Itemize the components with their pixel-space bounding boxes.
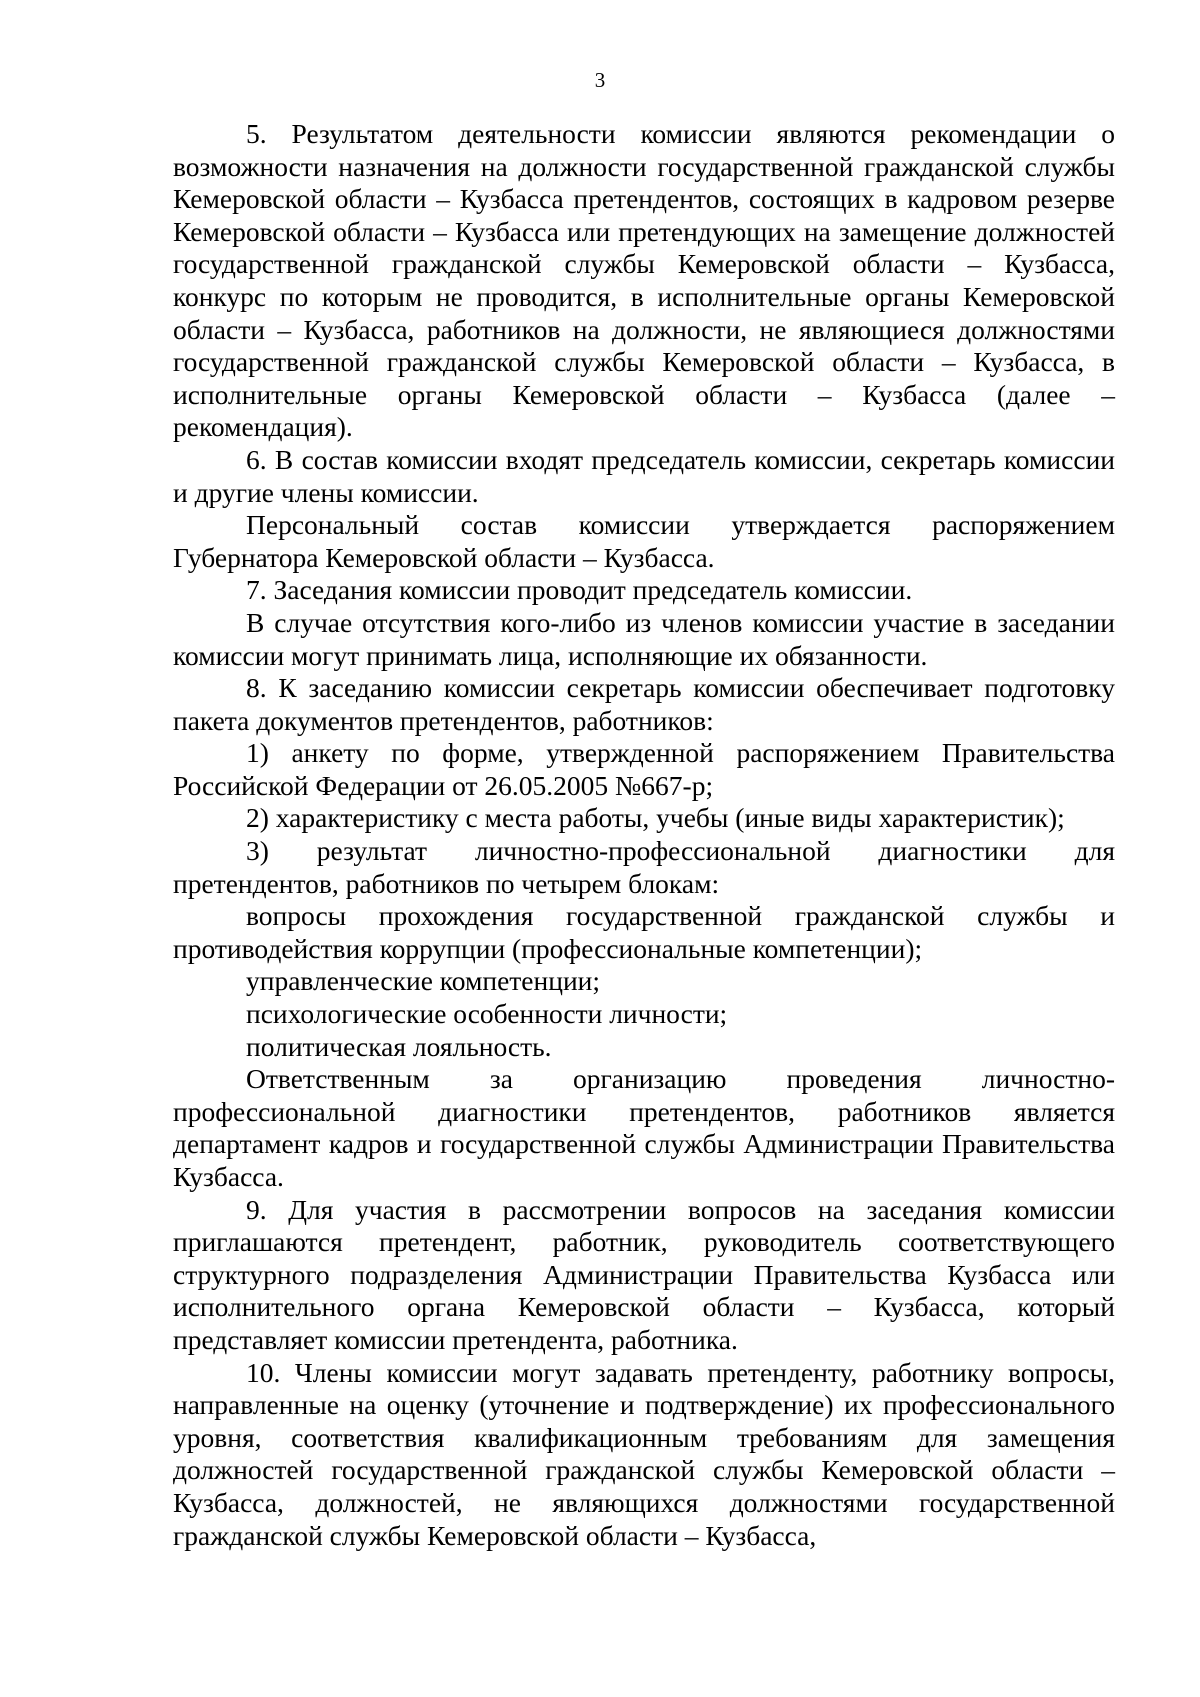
paragraph-responsible: Ответственным за организацию проведения личностно-профессиональной диагностики претендентов, работников является департамент кадров и государственной службы Администрации Правительства Кузбасса. (173, 1063, 1115, 1192)
paragraph-absence: В случае отсутствия кого-либо из членов комиссии участие в заседании комиссии могут принимать лица, исполняющие их обязанности. (173, 606, 1115, 671)
paragraph-5: 5. Результатом деятельности комиссии являются рекомендации о возможности назначения на должности государственной гражданской службы Кемеровской области – Кузбасса претендентов, состоящих в кадровом резерве Кемеровской области – Кузбасса или претендующих на замещение должностей государственной гражданской службы Кемеровской области – Кузбасса, конкурс по которым не проводится, в исполнительные органы Кемеровской области – Кузбасса, работников на должности, не являющиеся должностями государственной гражданской службы Кемеровской области – Кузбасса, в исполнительные органы Кемеровской области – Кузбасса (далее – рекомендация). (173, 118, 1115, 443)
paragraph-10: 10. Члены комиссии могут задавать претенденту, работнику вопросы, направленные на оценку (уточнение и подтверждение) их профессионального уровня, соответствия квалификационным требованиям для замещения должностей государственной гражданской службы Кемеровской области – Кузбасса, должностей, не являющихся должностями государственной гражданской службы Кемеровской области – Кузбасса, (173, 1356, 1115, 1551)
block-item-professional: вопросы прохождения государственной гражданской службы и противодействия коррупции (профессиональные компетенции); (173, 900, 1115, 964)
list-item-1: 1) анкету по форме, утвержденной распоряжением Правительства Российской Федерации от 26.05.2005 №667-р; (173, 737, 1115, 801)
paragraph-9: 9. Для участия в рассмотрении вопросов на заседания комиссии приглашаются претендент, работник, руководитель соответствующего структурного подразделения Администрации Правительства Кузбасса или исполнительного органа Кемеровской области – Кузбасса, который представляет комиссии претендента, работника. (173, 1193, 1115, 1355)
block-item-psychological: психологические особенности личности; (246, 998, 728, 1030)
block-item-management: управленческие компетенции; (246, 965, 601, 997)
paragraph-7: 7. Заседания комиссии проводит председатель комиссии. (246, 574, 913, 606)
block-item-political: политическая лояльность. (246, 1030, 552, 1062)
paragraph-8: 8. К заседанию комиссии секретарь комиссии обеспечивает подготовку пакета документов претендентов, работников: (173, 672, 1115, 736)
document-body (173, 118, 1115, 1552)
list-item-2: 2) характеристику с места работы, учебы (иные виды характеристик); (246, 802, 1065, 834)
paragraph-commission-composition: Персональный состав комиссии утверждается распоряжением Губернатора Кемеровской области – Кузбасса. (173, 509, 1115, 573)
page-number: 3 (594, 68, 606, 92)
paragraph-6: 6. В состав комиссии входят председатель комиссии, секретарь комиссии и другие члены комиссии. (173, 443, 1115, 508)
list-item-3: 3) результат личностно-профессиональной диагностики для претендентов, работников по четырем блокам: (173, 835, 1115, 899)
